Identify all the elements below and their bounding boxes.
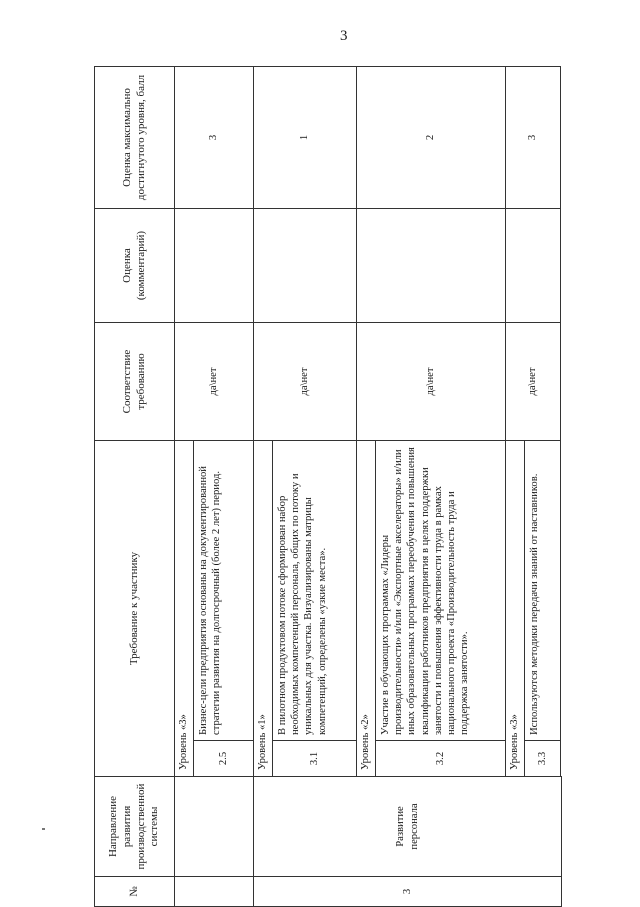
- row-requirement: Используются методики передачи знаний от наставников.: [525, 441, 561, 741]
- correspondence-cell: да\нет: [175, 323, 254, 441]
- level-label: Уровень «3»: [506, 441, 525, 777]
- score-cell: 3: [175, 67, 254, 209]
- level-label: Уровень «2»: [357, 441, 376, 777]
- comment-cell: [357, 209, 506, 323]
- comment-cell: [175, 209, 254, 323]
- header-num: №: [95, 877, 175, 907]
- comment-cell: [254, 209, 357, 323]
- level-row: [254, 67, 273, 907]
- requirements-table: [94, 66, 562, 907]
- row-id: 3.1: [273, 741, 357, 777]
- direction-cell-empty: [175, 777, 254, 877]
- level-label: Уровень «3»: [175, 441, 194, 777]
- header-comment: Оценка (комментарий): [95, 209, 175, 323]
- num-cell-empty: [175, 877, 254, 907]
- row-requirement: В пилотном продуктовом потоке сформирован набор необходимых компетенций персонала, общих по потоку и уникальных для участка. Визуализированы матрицы компетенций, определены «узкие места».: [273, 441, 357, 741]
- score-cell: 2: [357, 67, 506, 209]
- row-id: 3.2: [376, 741, 506, 777]
- header-requirement: Требование к участнику: [95, 441, 175, 777]
- row-id: 2.5: [194, 741, 254, 777]
- scan-speck: [42, 828, 45, 830]
- comment-cell: [506, 209, 561, 323]
- header-direction: Направление развития производственной системы: [95, 777, 175, 877]
- header-correspondence: Соответствие требованию: [95, 323, 175, 441]
- header-score: Оценка максимально достигнутого уровня, балл: [95, 67, 175, 209]
- correspondence-cell: да\нет: [506, 323, 561, 441]
- section-num: 3: [254, 877, 562, 907]
- section-direction: Развитие персонала: [254, 777, 562, 877]
- level-label: Уровень «1»: [254, 441, 273, 777]
- correspondence-cell: да\нет: [357, 323, 506, 441]
- level-row: [175, 67, 194, 907]
- score-cell: 1: [254, 67, 357, 209]
- filler-cell: [561, 67, 562, 777]
- row-requirement: Бизнес-цели предприятия основаны на документированной стратегии развития на долгосрочный (более 2 лет) период.: [194, 441, 254, 741]
- requirements-table-rotated: [94, 67, 562, 907]
- row-requirement: Участие в обучающих программах «Лидеры производительности» и/или «Экспортные акселераторы» и/или иных образовательных программах переобучения и повышения квалификации работников предприятия в целях поддержки занятости и повышения эффективности труда в рамках национального проекта «Производительность труда и поддержка занятости».: [376, 441, 506, 741]
- row-id: 3.3: [525, 741, 561, 777]
- table-header-row: [95, 67, 175, 907]
- correspondence-cell: да\нет: [254, 323, 357, 441]
- score-cell: 3: [506, 67, 561, 209]
- page-number: 3: [340, 28, 348, 44]
